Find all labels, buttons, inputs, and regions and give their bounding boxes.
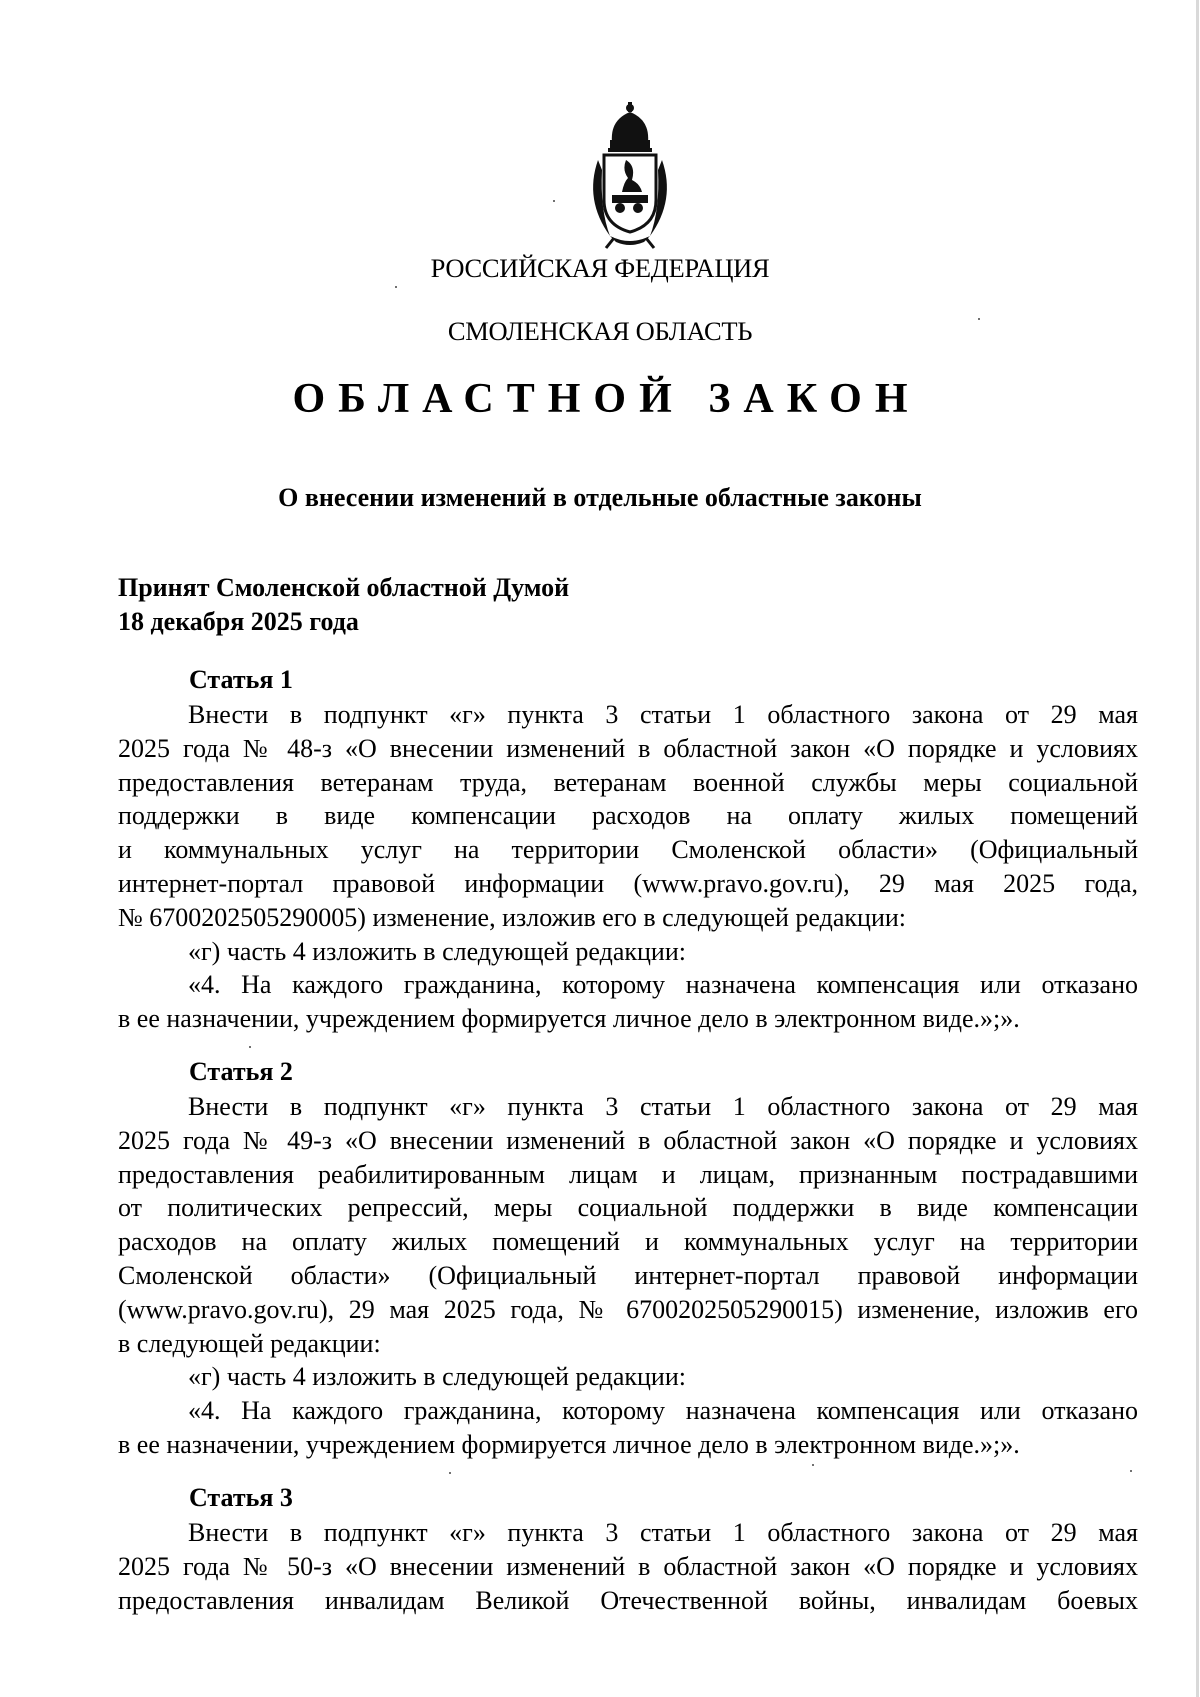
- adoption-block: [118, 571, 569, 639]
- scan-speck: [553, 200, 555, 202]
- text-line: «г) часть 4 изложить в следующей редакции:: [188, 1362, 686, 1392]
- text-line: в ее назначении, учреждением формируется личное дело в электронном виде.»;».: [118, 1004, 1020, 1034]
- article-2-heading: Статья 2: [189, 1057, 293, 1086]
- document-type-title: ОБЛАСТНОЙ ЗАКОН: [292, 376, 921, 422]
- scan-speck: [395, 286, 397, 288]
- text-line: предоставления реабилитированным лицам и лицам, признанным пострадавшими: [118, 1159, 1138, 1189]
- text-line: предоставления инвалидам Великой Отечественной войны, инвалидам боевых: [118, 1585, 1138, 1615]
- law-subject-title: О внесении изменений в отдельные областные законы: [278, 483, 922, 512]
- article-2-text: [118, 1090, 1138, 1462]
- text-line: Внести в подпункт «г» пункта 3 статьи 1 областного закона от 29 мая: [188, 1092, 1138, 1121]
- text-line: в ее назначении, учреждением формируется личное дело в электронном виде.»;».: [118, 1429, 1020, 1459]
- scan-speck: [449, 1472, 451, 1474]
- scan-speck: [812, 1464, 814, 1466]
- scan-speck: [1130, 1470, 1132, 1472]
- text-line: Внести в подпункт «г» пункта 3 статьи 1 областного закона от 29 мая: [188, 700, 1138, 729]
- text-line: (www.pravo.gov.ru), 29 мая 2025 года, № 6700202505290015) изменение, изложив его: [118, 1294, 1138, 1324]
- article-3-heading: Статья 3: [189, 1483, 293, 1512]
- text-line: «4. На каждого гражданина, которому назначена компенсация или отказано: [188, 970, 1138, 1000]
- text-line: № 6700202505290005) изменение, изложив его в следующей редакции:: [118, 902, 906, 932]
- scan-speck: [249, 1046, 251, 1048]
- text-line: Смоленской области» (Официальный интернет-портал правовой информации: [118, 1260, 1138, 1290]
- text-line: предоставления ветеранам труда, ветеранам военной службы меры социальной: [118, 767, 1138, 797]
- text-line: 2025 года № 49-з «О внесении изменений в областной закон «О порядке и условиях: [118, 1125, 1138, 1155]
- text-line: Внести в подпункт «г» пункта 3 статьи 1 областного закона от 29 мая: [188, 1518, 1138, 1547]
- text-line: «г) часть 4 изложить в следующей редакции:: [188, 936, 686, 966]
- text-line: поддержки в виде компенсации расходов на оплату жилых помещений: [118, 801, 1138, 831]
- text-line: от политических репрессий, меры социальной поддержки в виде компенсации: [118, 1193, 1138, 1223]
- text-line: 2025 года № 50-з «О внесении изменений в областной закон «О порядке и условиях: [118, 1551, 1138, 1581]
- article-3-text: [118, 1516, 1138, 1617]
- adoption-authority: Принят Смоленской областной Думой: [118, 573, 570, 602]
- scan-edge: [1196, 0, 1199, 1697]
- text-line: 2025 года № 48-з «О внесении изменений в областной закон «О порядке и условиях: [118, 733, 1138, 763]
- text-line: в следующей редакции:: [118, 1328, 381, 1358]
- country-title: РОССИЙСКАЯ ФЕДЕРАЦИЯ: [430, 253, 770, 283]
- adoption-date: 18 декабря 2025 года: [118, 607, 359, 636]
- text-line: и коммунальных услуг на территории Смоленской области» (Официальный: [118, 835, 1138, 865]
- text-line: «4. На каждого гражданина, которому назначена компенсация или отказано: [188, 1396, 1138, 1426]
- text-line: расходов на оплату жилых помещений и коммунальных услуг на территории: [118, 1227, 1138, 1257]
- coat-of-arms-icon: [570, 100, 690, 250]
- article-1-text: [118, 698, 1138, 1036]
- text-line: интернет-портал правовой информации (www.pravo.gov.ru), 29 мая 2025 года,: [118, 868, 1138, 898]
- region-title: СМОЛЕНСКАЯ ОБЛАСТЬ: [447, 316, 753, 346]
- scan-speck: [978, 318, 980, 320]
- article-1-heading: Статья 1: [189, 665, 293, 694]
